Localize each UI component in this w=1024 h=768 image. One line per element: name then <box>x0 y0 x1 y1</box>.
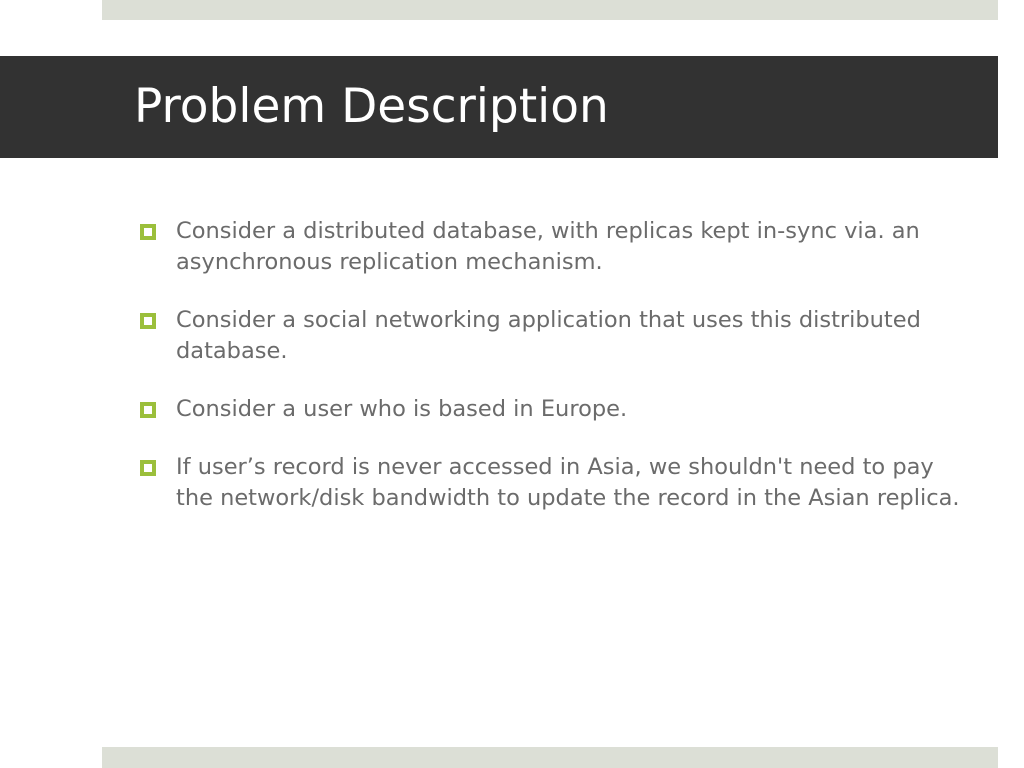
square-bullet-icon <box>140 402 156 418</box>
square-bullet-icon <box>140 224 156 240</box>
bullet-item <box>138 452 968 514</box>
bullet-text: Consider a user who is based in Europe. <box>176 396 628 422</box>
bullet-item <box>138 216 968 278</box>
bullet-text: Consider a distributed database, with replicas kept in-sync via. an asynchronous replication mechanism. <box>176 218 920 275</box>
slide-title: Problem Description <box>134 79 609 134</box>
bullet-item <box>138 305 968 367</box>
top-decorative-band <box>102 0 998 20</box>
bottom-decorative-band <box>102 747 998 768</box>
bullet-text: Consider a social networking application that uses this distributed database. <box>176 307 921 364</box>
bullet-item <box>138 394 968 425</box>
square-bullet-icon <box>140 313 156 329</box>
bullet-list <box>138 216 968 541</box>
bullet-text: If user’s record is never accessed in Asia, we shouldn't need to pay the network/disk bandwidth to update the record in the Asian replica. <box>176 454 960 511</box>
square-bullet-icon <box>140 460 156 476</box>
